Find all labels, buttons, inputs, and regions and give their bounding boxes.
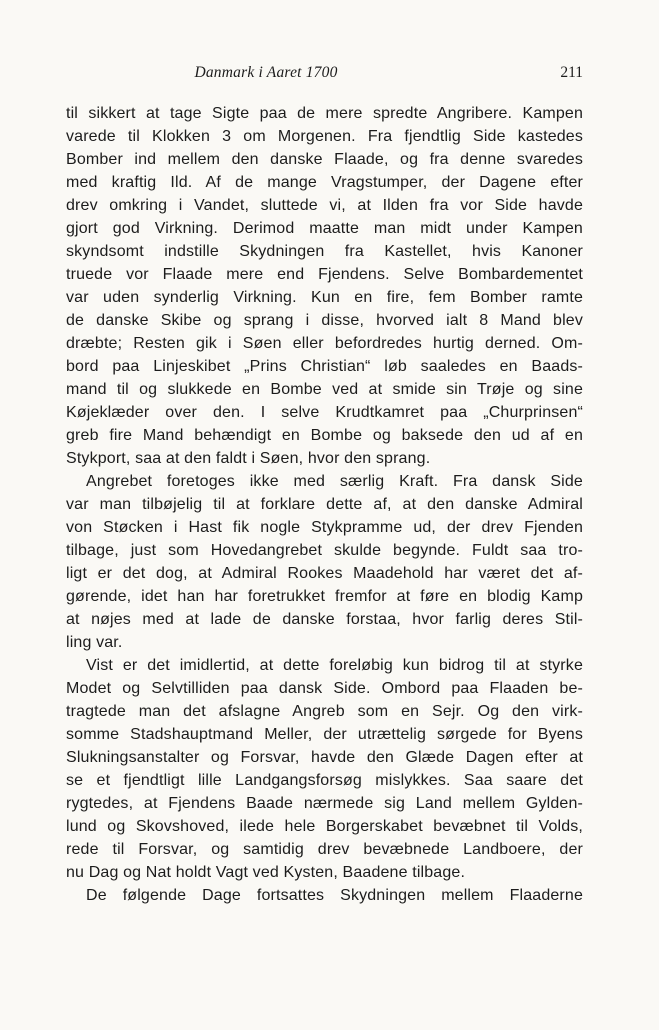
text-line: somme Stadshauptmand Meller, der utrættelig sørgede for Byens xyxy=(66,726,583,743)
text-line: skyndsomt indstille Skydningen fra Kastellet, hvis Kanoner xyxy=(66,243,583,260)
text-line: bord paa Linjeskibet „Prins Christian“ løb saaledes en Baads- xyxy=(66,358,583,375)
text-line: Vist er det imidlertid, at dette foreløbig kun bidrog til at styrke xyxy=(86,657,583,674)
text-line: greb fire Mand behændigt en Bombe og baksede den ud af en xyxy=(66,427,583,444)
text-line: lund og Skovshoved, ilede hele Borgerskabet bevæbnet til Volds, xyxy=(66,818,583,835)
text-line: truede vor Flaade mere end Fjendens. Selve Bombardementet xyxy=(66,266,583,283)
text-line: var uden synderlig Virkning. Kun en fire, fem Bomber ramte xyxy=(66,289,583,306)
text-line: von Støcken i Hast fik nogle Stykpramme ud, der drev Fjenden xyxy=(66,519,583,536)
text-line: var man tilbøjelig til at forklare dette af, at den danske Admiral xyxy=(66,496,583,513)
text-line: tilbage, just som Hovedangrebet skulde begynde. Fuldt saa tro- xyxy=(66,542,583,559)
text-line: gjort god Virkning. Derimod maatte man midt under Kampen xyxy=(66,220,583,237)
text-line: se et fjendtligt lille Landgangsforsøg mislykkes. Saa saare det xyxy=(66,772,583,789)
text-line: varede til Klokken 3 om Morgenen. Fra fjendtlig Side kastedes xyxy=(66,128,583,145)
text-line: De følgende Dage fortsattes Skydningen mellem Flaaderne xyxy=(86,887,583,904)
text-line: Angrebet foretoges ikke med særlig Kraft. Fra dansk Side xyxy=(86,473,583,490)
page-number: 211 xyxy=(560,64,583,81)
text-line: drev omkring i Vandet, sluttede vi, at Ilden fra vor Side havde xyxy=(66,197,583,214)
text-line: nu Dag og Nat holdt Vagt ved Kysten, Baadene tilbage. xyxy=(66,864,466,881)
text-line: rede til Forsvar, og samtidig drev bevæbnede Landboere, der xyxy=(66,841,583,858)
text-line: dræbte; Resten gik i Søen eller befordredes hurtig derned. Om- xyxy=(66,335,583,352)
text-line: Slukningsanstalter og Forsvar, havde den Glæde Dagen efter at xyxy=(66,749,583,766)
text-line: ling var. xyxy=(66,634,123,651)
text-line: Modet og Selvtilliden paa dansk Side. Ombord paa Flaaden be- xyxy=(66,680,583,697)
paragraph-1 xyxy=(66,102,583,470)
text-line: Stykport, saa at den faldt i Søen, hvor den sprang. xyxy=(66,450,431,467)
text-line: rygtedes, at Fjendens Baade nærmede sig Land mellem Gylden- xyxy=(66,795,583,812)
body-text xyxy=(66,102,583,907)
text-line: at nøjes med at lade de danske forstaa, hvor farlig deres Stil- xyxy=(66,611,583,628)
text-line: tragtede man det afslagne Angreb som en Sejr. Og den virk- xyxy=(66,703,583,720)
paragraph-4 xyxy=(66,884,583,907)
text-line: Køjeklæder over den. I selve Krudtkamret paa „Churprinsen“ xyxy=(66,404,583,421)
text-line: til sikkert at tage Sigte paa de mere spredte Angribere. Kampen xyxy=(66,105,583,122)
text-line: de danske Skibe og sprang i disse, hvorved ialt 8 Mand blev xyxy=(66,312,583,329)
running-title: Danmark i Aaret 1700 xyxy=(194,64,338,81)
text-line: Bomber ind mellem den danske Flaade, og fra denne svaredes xyxy=(66,151,583,168)
page-header xyxy=(66,64,583,88)
text-line: ligt er det dog, at Admiral Rookes Maadehold har været det af- xyxy=(66,565,583,582)
paragraph-3 xyxy=(66,654,583,884)
text-line: med kraftig Ild. Af de mange Vragstumper, der Dagene efter xyxy=(66,174,583,191)
text-line: mand til og slukkede en Bombe ved at smide sin Trøje og sine xyxy=(66,381,583,398)
text-line: gørende, idet han har foretrukket fremfor at føre en blodig Kamp xyxy=(66,588,583,605)
paragraph-2 xyxy=(66,470,583,654)
